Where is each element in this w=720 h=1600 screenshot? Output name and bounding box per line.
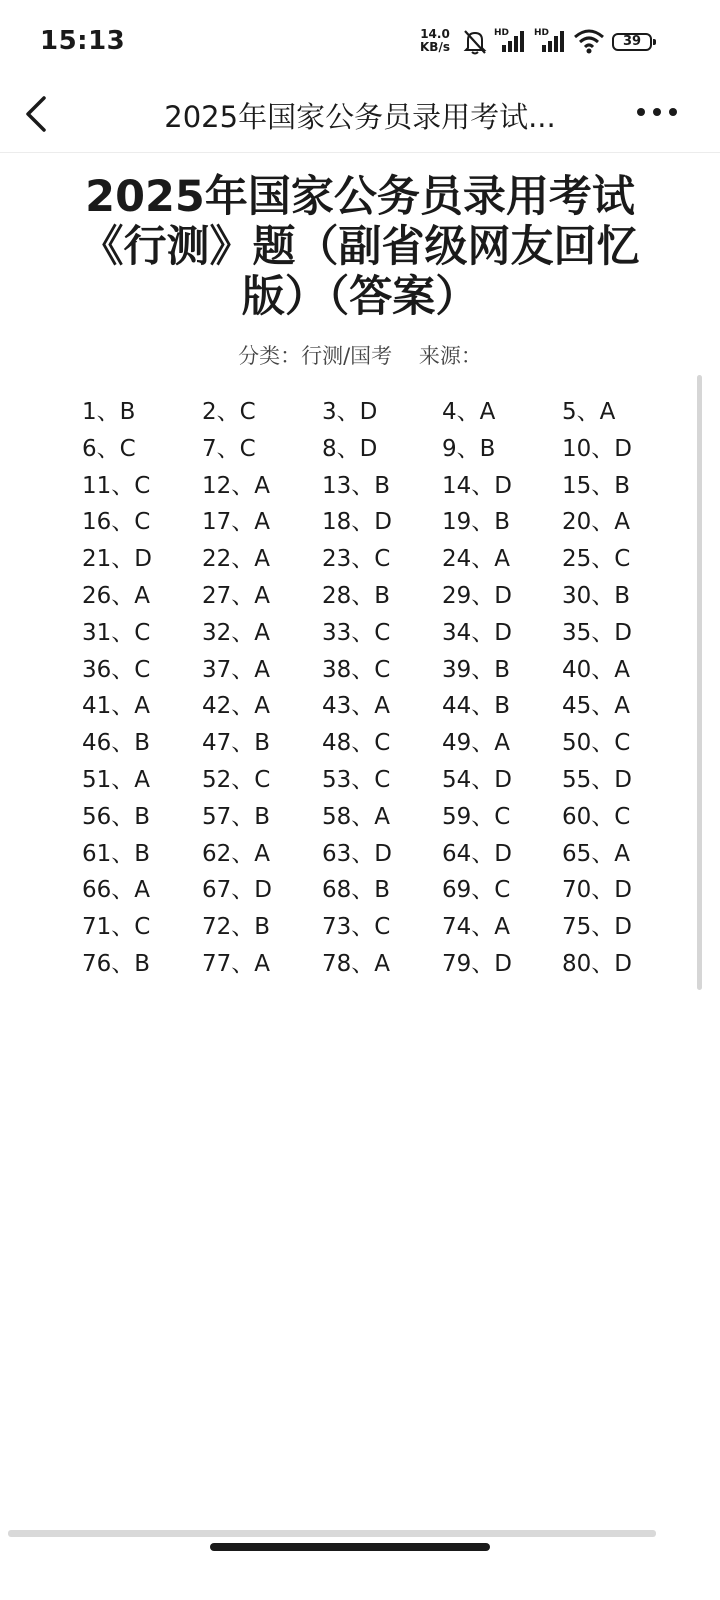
answer-item: 53、C [322, 766, 391, 793]
answer-item: 23、C [322, 546, 391, 573]
answer-item: 24、A [442, 546, 511, 573]
category-value[interactable]: 行测/国考 [301, 344, 393, 368]
answer-item: 38、C [322, 656, 391, 683]
answer-item: 56、B [82, 803, 151, 830]
nav-title: 2025年国家公务员录用考试... [164, 100, 556, 134]
sim1-hd-label: HD [494, 28, 510, 38]
answer-item: 59、C [442, 803, 511, 830]
home-indicator[interactable] [210, 1543, 490, 1551]
answer-item: 15、B [562, 472, 631, 499]
answer-item: 47、B [202, 730, 271, 757]
answer-item: 2、C [202, 399, 256, 425]
answer-item: 27、A [202, 582, 271, 609]
answer-item: 39、B [442, 656, 511, 683]
answer-item: 16、C [82, 509, 151, 536]
answer-item: 34、D [442, 619, 512, 646]
answer-item: 68、B [322, 877, 391, 904]
answer-item: 11、C [82, 472, 151, 499]
answer-item: 17、A [202, 509, 271, 536]
answer-item: 50、C [562, 730, 631, 757]
back-arrow-icon [14, 90, 62, 138]
status-bar [0, 0, 720, 80]
battery-icon: 39 [612, 33, 652, 51]
answer-item: 77、A [202, 950, 271, 977]
answer-item: 36、C [82, 656, 151, 683]
answer-item: 80、D [562, 950, 632, 977]
answer-grid [82, 394, 682, 983]
wifi-icon [573, 28, 605, 54]
answer-item: 13、B [322, 472, 391, 499]
answer-item: 20、A [562, 509, 631, 536]
answer-item: 5、A [562, 399, 616, 425]
answer-item: 54、D [442, 766, 512, 793]
answer-item: 30、B [562, 582, 631, 609]
answer-item: 63、D [322, 840, 392, 867]
answer-item: 3、D [322, 399, 378, 425]
answer-item: 79、D [442, 950, 512, 977]
answer-item: 71、C [82, 914, 151, 941]
nav-bar [0, 80, 720, 153]
answer-item: 72、B [202, 914, 271, 941]
answer-item: 35、D [562, 619, 632, 646]
answer-item: 62、A [202, 840, 271, 867]
signal-icon-sim2 [534, 28, 568, 58]
article-title: 2025年国家公务员录用考试《行测》题（副省级网友回忆版）（答案） [80, 172, 640, 322]
answer-item: 43、A [322, 693, 391, 720]
answer-item: 33、C [322, 619, 391, 646]
answer-item: 67、D [202, 877, 272, 904]
answer-item: 18、D [322, 509, 392, 536]
more-dots-icon [630, 92, 684, 132]
answer-item: 44、B [442, 693, 511, 720]
answer-item: 64、D [442, 840, 512, 867]
answer-item: 57、B [202, 803, 271, 830]
network-speed-value: 14.0 [420, 27, 450, 41]
answer-item: 65、A [562, 840, 631, 867]
answer-item: 73、C [322, 914, 391, 941]
answer-item: 31、C [82, 619, 151, 646]
answer-item: 10、D [562, 435, 632, 462]
network-speed-unit: KB/s [420, 40, 450, 54]
answer-item: 74、A [442, 914, 511, 941]
answer-item: 61、B [82, 840, 151, 867]
answer-item: 52、C [202, 766, 271, 793]
answer-item: 19、B [442, 509, 511, 536]
signal-icon-sim1 [494, 28, 528, 58]
answer-item: 66、A [82, 877, 151, 904]
answer-item: 22、A [202, 546, 271, 573]
answer-item: 26、A [82, 582, 151, 609]
article-meta [0, 340, 720, 370]
category-label: 分类： [238, 344, 302, 368]
answer-item: 60、C [562, 803, 631, 830]
mute-bell-icon [462, 28, 488, 56]
answer-item: 25、C [562, 546, 631, 573]
answer-item: 70、D [562, 877, 632, 904]
answer-item: 28、B [322, 582, 391, 609]
horizontal-scrollbar[interactable] [8, 1530, 656, 1537]
answer-item: 9、B [442, 435, 496, 462]
answer-item: 32、A [202, 619, 271, 646]
answer-item: 42、A [202, 693, 271, 720]
answer-item: 29、D [442, 582, 512, 609]
answer-item: 48、C [322, 730, 391, 757]
answer-item: 6、C [82, 435, 136, 462]
answer-item: 69、C [442, 877, 511, 904]
answer-item: 7、C [202, 435, 256, 462]
answer-item: 12、A [202, 472, 271, 499]
answer-item: 51、A [82, 766, 151, 793]
answer-item: 45、A [562, 693, 631, 720]
answer-item: 78、A [322, 950, 391, 977]
network-speed [420, 28, 450, 54]
answer-item: 46、B [82, 730, 151, 757]
answer-item: 8、D [322, 435, 378, 462]
vertical-scrollbar[interactable] [697, 375, 702, 990]
answer-item: 40、A [562, 656, 631, 683]
answer-item: 76、B [82, 950, 151, 977]
answer-item: 58、A [322, 803, 391, 830]
answer-item: 37、A [202, 656, 271, 683]
answer-item: 1、B [82, 399, 136, 425]
clock: 15:13 [40, 26, 126, 56]
answer-item: 49、A [442, 730, 511, 757]
more-button[interactable] [630, 92, 684, 132]
answer-item: 14、D [442, 472, 512, 499]
answer-item: 4、A [442, 399, 496, 425]
answer-item: 75、D [562, 914, 632, 941]
answer-item: 41、A [82, 693, 151, 720]
answer-item: 21、D [82, 546, 152, 573]
back-button[interactable] [14, 90, 62, 138]
sim2-hd-label: HD [534, 28, 550, 38]
source-label: 来源： [418, 344, 482, 368]
answer-item: 55、D [562, 766, 632, 793]
